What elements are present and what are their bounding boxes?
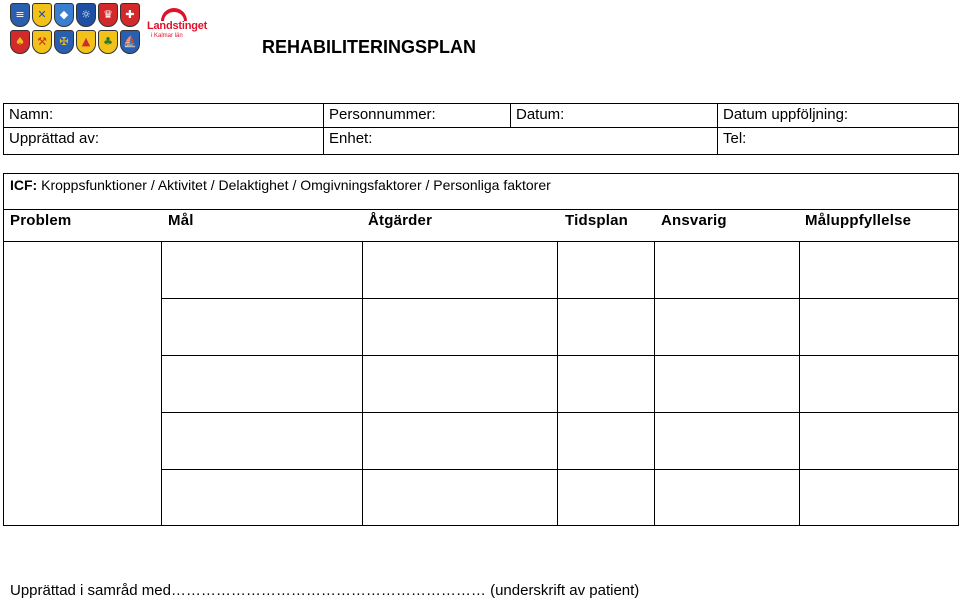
header-divider: [4, 241, 958, 242]
divider: [717, 104, 718, 154]
red-shield-icon: ♛: [98, 3, 118, 27]
column-divider: [362, 242, 363, 525]
column-divider: [654, 242, 655, 525]
column-header-problem: Problem: [10, 212, 72, 229]
icf-header: [4, 174, 958, 210]
blue-shield-icon: ◆: [54, 3, 74, 27]
page-title: REHABILITERINGSPLAN: [262, 37, 477, 57]
blue-shield-icon: ≡: [10, 3, 30, 27]
empty-field: [511, 128, 718, 155]
column-header-responsible: Ansvarig: [661, 212, 727, 229]
yellow-shield-icon: ♣: [98, 30, 118, 54]
followup-date-field[interactable]: Datum uppföljning:: [723, 106, 849, 123]
phone-field[interactable]: Tel:: [723, 130, 747, 147]
column-divider: [161, 242, 162, 525]
icf-label: ICF:: [10, 177, 38, 193]
patient-info-table: [3, 103, 959, 155]
red-shield-icon: ▲: [76, 30, 96, 54]
row-divider: [162, 469, 958, 470]
column-header-timeline: Tidsplan: [565, 212, 628, 229]
column-divider: [799, 242, 800, 525]
column-header-goal-fulfillment: Måluppfyllelse: [805, 212, 912, 229]
logo-subtitle: i Kalmar län: [151, 33, 183, 39]
info-row: [4, 104, 958, 128]
yellow-shield-icon: ✕: [32, 3, 52, 27]
icf-categories: Kroppsfunktioner / Aktivitet / Delaktighet / Omgivningsfaktorer / Personliga faktorer: [41, 177, 551, 193]
blue-shield-icon: ✠: [54, 30, 74, 54]
date-field[interactable]: Datum:: [516, 106, 565, 123]
info-row: [4, 128, 958, 155]
logo-name: Landstinget: [147, 20, 208, 32]
blue-shield-icon: ☼: [76, 3, 96, 27]
divider: [323, 104, 324, 154]
red-shield-icon: ♠: [10, 30, 30, 54]
yellow-shield-icon: ⚒: [32, 30, 52, 54]
rehab-plan-table: [3, 173, 959, 526]
name-field[interactable]: Namn:: [9, 106, 54, 123]
unit-field[interactable]: Enhet:: [329, 130, 373, 147]
row-divider: [162, 412, 958, 413]
municipal-shields-logo: [10, 3, 142, 55]
created-by-field[interactable]: Upprättad av:: [9, 130, 100, 147]
blue-shield-icon: ⛵: [120, 30, 140, 54]
column-header-actions: Åtgärder: [368, 212, 433, 229]
personal-number-field[interactable]: Personnummer:: [329, 106, 436, 123]
divider: [510, 104, 511, 128]
column-header-goal: Mål: [168, 212, 194, 229]
landstinget-logo: [147, 8, 208, 40]
row-divider: [162, 355, 958, 356]
column-divider: [557, 242, 558, 525]
red-shield-icon: ✚: [120, 3, 140, 27]
row-divider: [162, 298, 958, 299]
patient-signature-line: Upprättad i samråd med……………………………………………………… (underskrift av patient): [10, 582, 640, 599]
